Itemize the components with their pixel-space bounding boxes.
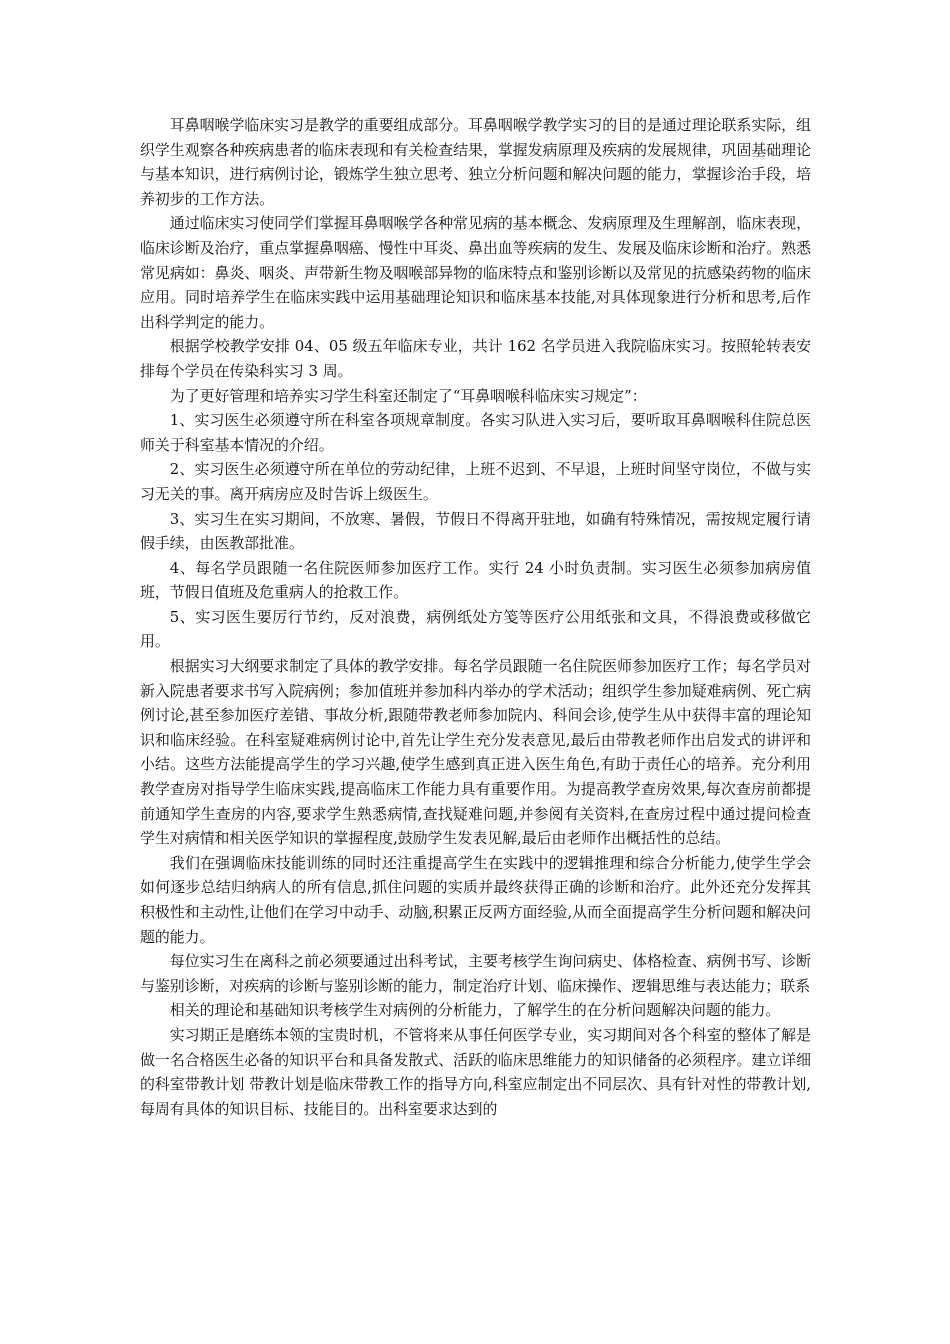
paragraph-skills-training: 我们在强调临床技能训练的同时还注重提高学生在实践中的逻辑推理和综合分析能力,使学生学会如何逐步总结归纳病人的所有信息,抓住问题的实质并最终获得正确的诊断和治疗。此外还充分发挥其积极性和主动性,让他们在学习中动手、动脑,积累正反两方面经验,从而全面提高学生分析问题和解决问题的能力。 — [140, 853, 811, 946]
paragraph-teaching-plan: 根据实习大纲要求制定了具体的教学安排。每名学员跟随一名住院医师参加医疗工作；每名学员对新入院患者要求书写入院病例；参加值班并参加科内举办的学术活动；组织学生参加疑难病例、死亡病例讨论,甚至参加医疗差错、事故分析,跟随带教老师参加院内、科间会诊,使学生从中获得丰富的理论知识和临床经验。在科室疑难病例讨论中,首先让学生充分发表意见,最后由带教老师作出启发式的讲评和小结。这些方法能提高学生的学习兴趣,使学生感到真正进入医生角色,有助于责任心的培养。充分利用教学查房对指导学生临床实践,提高临床工作能力具有重要作用。为提高教学查房效果,每次查房前都提前通知学生查房的内容,要求学生熟悉病情,查找疑难问题,并参阅有关资料,在查房过程中通过提问检查学生对病情和相关医学知识的掌握程度,鼓励学生发表见解,最后由老师作出概括性的总结。 — [140, 657, 811, 848]
paragraph-schedule: 根据学校教学安排 04、05 级五年临床专业，共计 162 名学员进入我院临床实习。按照轮转表安排每个学员在传染科实习 3 周。 — [140, 337, 811, 380]
paragraph-rule-1: 1、实习医生必须遵守所在科室各项规章制度。各实习队进入实习后，要听取耳鼻咽喉科住院总医师关于科室基本情况的介绍。 — [140, 411, 811, 454]
paragraph-rule-3: 3、实习生在实习期间，不放寒、暑假，节假日不得离开驻地，如确有特殊情况，需按规定履行请假手续，由医教部批准。 — [140, 509, 811, 553]
paragraph-objectives: 通过临床实习使同学们掌握耳鼻咽喉学各种常见病的基本概念、发病原理及生理解剖，临床表现，临床诊断及治疗，重点掌握鼻咽癌、慢性中耳炎、鼻出血等疾病的发生、发展及临床诊断和治疗。熟悉常见病如：鼻炎、咽炎、声带新生物及咽喉部异物的临床特点和鉴别诊断以及常见的抗感染药物的临床应用。同时培养学生在临床实践中运用基础理论知识和临床基本技能,对具体现象进行分析和思考,后作出科学判定的能力。 — [140, 214, 811, 331]
paragraph-rule-4: 4、每名学员跟随一名住院医师参加医疗工作。实行 24 小时负责制。实习医生必须参加病房值班，节假日值班及危重病人的抢救工作。 — [140, 558, 811, 602]
paragraph-rules-heading: 为了更好管理和培养实习学生科室还制定了“耳鼻咽喉科临床实习规定”： — [169, 386, 647, 405]
paragraph-internship-period: 实习期正是磨练本领的宝贵时机，不管将来从事任何医学专业，实习期间对各个科室的整体了解是做一名合格医生必备的知识平台和具备发散式、活跃的临床思维能力的知识储备的必须程序。建立详细的科室带教计划 带教计划是临床带教工作的指导方向,科室应制定出不同层次、具有针对性的带教计划, 每周有具体的知识目标、技能目的。出科室要求达到的 — [140, 1025, 811, 1118]
paragraph-exam: 每位实习生在离科之前必须要通过出科考试，主要考核学生询问病史、体格检查、病例书写、诊断与鉴别诊断，对疾病的诊断与鉴别诊断的能力，制定治疗计划、临床操作、逻辑思维与表达能力；联系 — [140, 952, 811, 995]
document-page — [140, 113, 811, 1121]
paragraph-rule-2: 2、实习医生必须遵守所在单位的劳动纪律，上班不迟到、不早退，上班时间坚守岗位，不做与实习无关的事。离开病房应及时告诉上级医生。 — [140, 460, 811, 503]
paragraph-rule-5: 5、实习医生要厉行节约，反对浪费，病例纸处方笺等医疗公用纸张和文具，不得浪费或移做它用。 — [140, 607, 811, 651]
paragraph-exam-continued: 相关的理论和基础知识考核学生对病例的分析能力，了解学生的在分析问题解决问题的能力。 — [169, 1001, 781, 1020]
paragraph-intro: 耳鼻咽喉学临床实习是教学的重要组成部分。耳鼻咽喉学教学实习的目的是通过理论联系实际，组织学生观察各种疾病患者的临床表现和有关检查结果，掌握发病原理及疾病的发展规律，巩固基础理论与基本知识，进行病例讨论，锻炼学生独立思考、独立分析问题和解决问题的能力，掌握诊治手段，培养初步的工作方法。 — [140, 116, 811, 208]
